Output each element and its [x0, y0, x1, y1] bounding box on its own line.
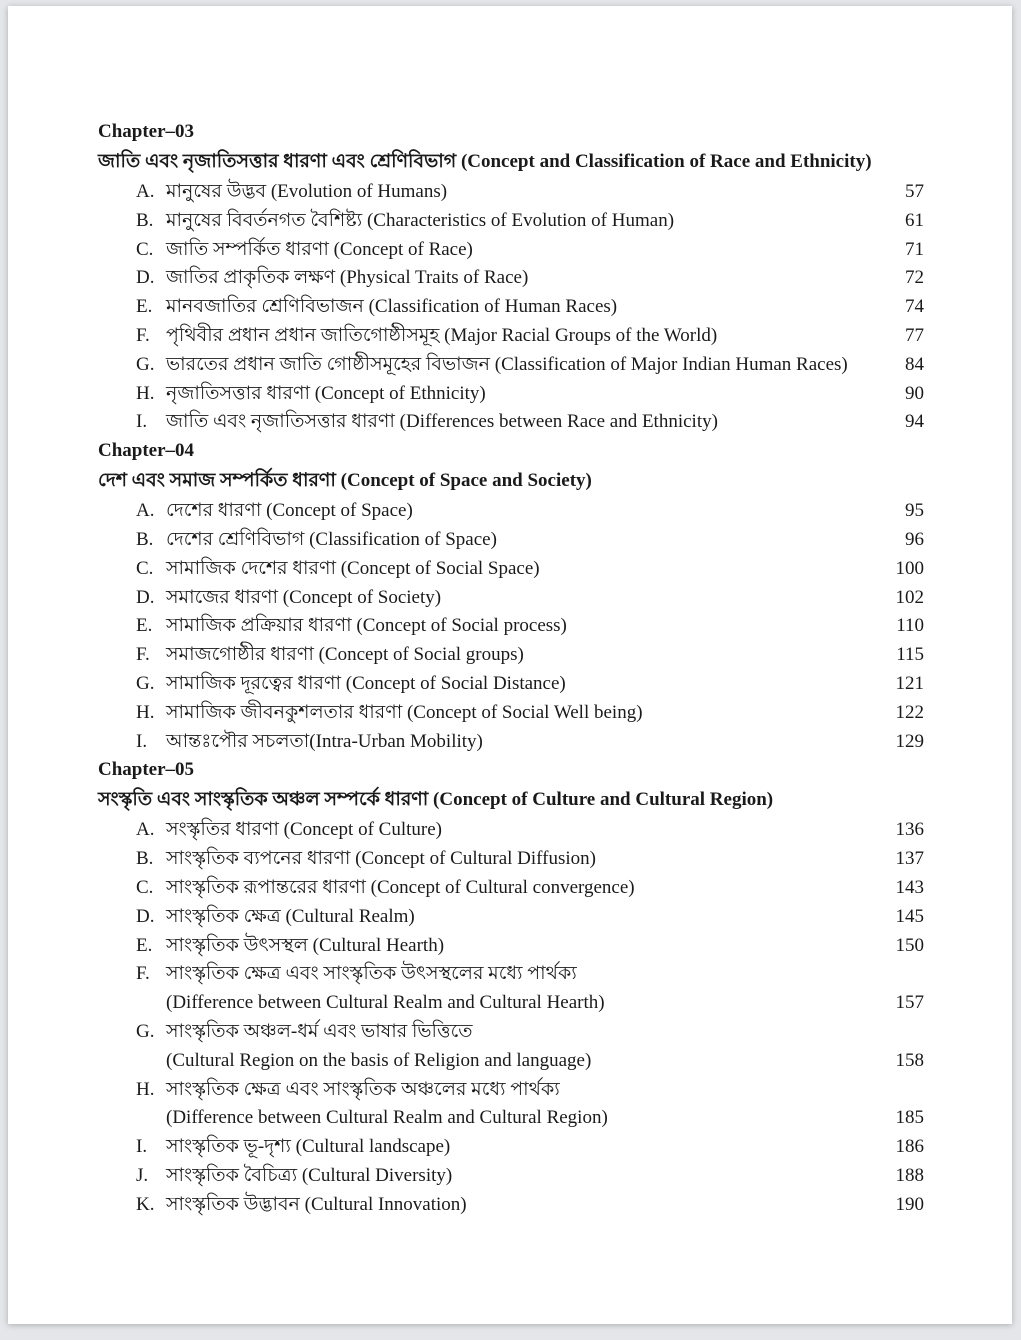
- entry-page-number: 77: [905, 324, 924, 346]
- entry-page-number: 150: [895, 934, 924, 956]
- entry-title: [166, 236, 854, 265]
- entry-letter: B.: [136, 209, 154, 231]
- entry-title: [166, 178, 854, 207]
- entry-title-line: সমাজগোষ্ঠীর ধারণা (Concept of Social groups): [166, 644, 524, 666]
- toc-entry: [98, 1191, 924, 1220]
- chapter-label: Chapter–05: [98, 759, 195, 781]
- entry-title: [166, 207, 854, 236]
- entry-title-line: (Difference between Cultural Realm and Cultural Hearth): [166, 992, 605, 1014]
- toc-entry: [98, 641, 924, 670]
- entry-title-line: মানুষের বিবর্তনগত বৈশিষ্ট্য (Characteristics of Evolution of Human): [166, 209, 675, 231]
- entry-title: [166, 322, 854, 351]
- entry-page-number: 94: [905, 411, 924, 433]
- toc-entry: [98, 670, 924, 699]
- entry-title: [166, 1076, 854, 1134]
- entry-letter: F.: [136, 644, 150, 666]
- entry-page-number: 74: [905, 296, 924, 318]
- entry-page-number: 185: [895, 1107, 924, 1129]
- toc-entry: [98, 845, 924, 874]
- entry-letter: E.: [136, 934, 153, 956]
- entry-letter: A.: [136, 500, 155, 522]
- entry-letter: A.: [136, 819, 155, 841]
- toc-entry: [98, 932, 924, 961]
- entry-letter: G.: [136, 1020, 155, 1042]
- entry-title-line: মানুষের উদ্ভব (Evolution of Humans): [166, 181, 448, 202]
- entry-title: [166, 1133, 854, 1162]
- toc-entry: [98, 264, 924, 293]
- entry-title: [166, 670, 854, 699]
- entry-letter: B.: [136, 528, 154, 550]
- entry-title-line: দেশের শ্রেণিবিভাগ (Classification of Space): [166, 528, 497, 550]
- entry-title: [166, 874, 854, 903]
- entry-letter: E.: [136, 296, 153, 318]
- toc-entry: [98, 874, 924, 903]
- toc-entry: [98, 728, 924, 757]
- entry-page-number: 72: [905, 267, 924, 289]
- entry-page-number: 157: [895, 992, 924, 1014]
- entry-page-number: 100: [895, 557, 924, 579]
- entry-title: [166, 1018, 854, 1076]
- entry-letter: F.: [136, 963, 150, 985]
- entry-title-line: সংস্কৃতির ধারণা (Concept of Culture): [166, 819, 442, 841]
- entry-title: [166, 408, 854, 437]
- entry-title: [166, 351, 854, 380]
- entry-title-line: সাংস্কৃতিক উৎসস্থল (Cultural Hearth): [166, 934, 445, 956]
- entry-title-line: জাতি এবং নৃজাতিসত্তার ধারণা (Differences between Race and Ethnicity): [166, 411, 718, 433]
- entry-title: [166, 641, 854, 670]
- table-of-contents: [98, 118, 924, 1220]
- entry-title-line: মানবজাতির শ্রেণিবিভাজন (Classification of Human Races): [166, 296, 618, 318]
- entry-title-line: সাংস্কৃতিক উদ্ভাবন (Cultural Innovation): [166, 1193, 467, 1215]
- toc-entry: [98, 612, 924, 641]
- entry-letter: G.: [136, 353, 155, 375]
- entry-title-line: ভারতের প্রধান জাতি গোষ্ঠীসমূহের বিভাজন (Classification of Major Indian Human Races): [166, 353, 848, 375]
- entry-letter: H.: [136, 382, 155, 404]
- entry-title: [166, 903, 854, 932]
- chapter-title: সংস্কৃতি এবং সাংস্কৃতিক অঞ্চল সম্পর্কে ধারণা (Concept of Culture and Cultural Region): [98, 789, 774, 811]
- entry-letter: I.: [136, 411, 148, 433]
- entry-page-number: 96: [905, 528, 924, 550]
- entry-letter: C.: [136, 876, 154, 898]
- entry-page-number: 188: [895, 1164, 924, 1186]
- entry-title-line: জাতির প্রাকৃতিক লক্ষণ (Physical Traits of Race): [166, 267, 529, 289]
- toc-entry: [98, 236, 924, 265]
- entry-letter: B.: [136, 848, 154, 870]
- entry-title-line: সাংস্কৃতিক রূপান্তরের ধারণা (Concept of Cultural convergence): [166, 876, 635, 898]
- entry-title: [166, 526, 854, 555]
- toc-entry: [98, 497, 924, 526]
- entry-title-line: সাংস্কৃতিক ক্ষেত্র (Cultural Realm): [166, 905, 415, 927]
- entry-page-number: 121: [895, 672, 924, 694]
- entry-title: [166, 264, 854, 293]
- toc-entry: [98, 903, 924, 932]
- entry-letter: C.: [136, 557, 154, 579]
- entry-title: [166, 728, 854, 757]
- toc-entry: [98, 526, 924, 555]
- entry-page-number: 110: [896, 615, 924, 637]
- entry-title-line: সাংস্কৃতিক বৈচিত্র্য (Cultural Diversity): [166, 1164, 453, 1186]
- toc-entry: [98, 178, 924, 207]
- entry-title-line: সামাজিক প্রক্রিয়ার ধারণা (Concept of Social process): [166, 615, 567, 637]
- entry-title-line: পৃথিবীর প্রধান প্রধান জাতিগোষ্ঠীসমূহ (Major Racial Groups of the World): [166, 324, 718, 346]
- toc-entry: [98, 408, 924, 437]
- entry-page-number: 71: [905, 238, 924, 260]
- entry-title: [166, 555, 854, 584]
- entry-title-line: দেশের ধারণা (Concept of Space): [166, 500, 413, 522]
- entry-page-number: 115: [896, 644, 924, 666]
- entry-page-number: 186: [895, 1136, 924, 1158]
- entry-title-line: সাংস্কৃতিক ক্ষেত্র এবং সাংস্কৃতিক উৎসস্থলের মধ্যে পার্থক্য: [166, 963, 577, 985]
- entry-title-line: সামাজিক দেশের ধারণা (Concept of Social Space): [166, 557, 540, 579]
- entry-page-number: 129: [895, 730, 924, 752]
- entry-letter: D.: [136, 586, 155, 608]
- entry-letter: D.: [136, 267, 155, 289]
- entry-letter: K.: [136, 1193, 155, 1215]
- entry-title: [166, 816, 854, 845]
- document-page: [8, 6, 1012, 1324]
- entry-title-line: সাংস্কৃতিক ভূ-দৃশ্য (Cultural landscape): [166, 1136, 451, 1158]
- entry-page-number: 145: [895, 905, 924, 927]
- toc-entry: [98, 293, 924, 322]
- entry-letter: C.: [136, 238, 154, 260]
- toc-entry: [98, 207, 924, 236]
- entry-title: [166, 845, 854, 874]
- entry-letter: H.: [136, 701, 155, 723]
- entry-page-number: 122: [895, 701, 924, 723]
- entry-page-number: 57: [905, 181, 924, 202]
- entry-title: [166, 1162, 854, 1191]
- entry-title-line: সামাজিক দূরত্বের ধারণা (Concept of Social Distance): [166, 672, 566, 694]
- entry-letter: G.: [136, 672, 155, 694]
- entry-title-line: সাংস্কৃতিক অঞ্চল-ধর্ম এবং ভাষার ভিত্তিতে: [166, 1020, 473, 1042]
- entry-title: [166, 612, 854, 641]
- entry-title-line: (Difference between Cultural Realm and Cultural Region): [166, 1107, 608, 1129]
- toc-entry: [98, 816, 924, 845]
- toc-entry: [98, 699, 924, 728]
- entry-page-number: 137: [895, 848, 924, 870]
- entry-title: [166, 1191, 854, 1220]
- toc-entry: [98, 351, 924, 380]
- toc-entry: [98, 1018, 924, 1076]
- entry-letter: I.: [136, 1136, 148, 1158]
- entry-title-line: নৃজাতিসত্তার ধারণা (Concept of Ethnicity): [166, 382, 486, 404]
- toc-entry: [98, 960, 924, 1018]
- entry-title: [166, 497, 854, 526]
- toc-entry: [98, 1162, 924, 1191]
- entry-title: [166, 960, 854, 1018]
- entry-title-line: সাংস্কৃতিক ব্যপনের ধারণা (Concept of Cultural Diffusion): [166, 848, 596, 870]
- entry-letter: J.: [136, 1164, 149, 1186]
- toc-entry: [98, 584, 924, 613]
- entry-page-number: 84: [905, 353, 924, 375]
- entry-letter: H.: [136, 1078, 155, 1100]
- entry-title-line: আন্তঃপৌর সচলতা(Intra-Urban Mobility): [166, 730, 483, 752]
- entry-title-line: (Cultural Region on the basis of Religion and language): [166, 1049, 592, 1071]
- entry-page-number: 61: [905, 209, 924, 231]
- entry-letter: I.: [136, 730, 148, 752]
- entry-title: [166, 584, 854, 613]
- chapter-title: জাতি এবং নৃজাতিসত্তার ধারণা এবং শ্রেণিবিভাগ (Concept and Classification of Race and Ethnicity): [98, 151, 872, 172]
- entry-title-line: সমাজের ধারণা (Concept of Society): [166, 586, 442, 608]
- entry-letter: A.: [136, 181, 155, 202]
- chapter-label: Chapter–04: [98, 440, 195, 462]
- entry-letter: D.: [136, 905, 155, 927]
- entry-letter: E.: [136, 615, 153, 637]
- entry-page-number: 158: [895, 1049, 924, 1071]
- entry-title: [166, 932, 854, 961]
- entry-title: [166, 293, 854, 322]
- toc-entry: [98, 380, 924, 409]
- entry-page-number: 102: [895, 586, 924, 608]
- entry-page-number: 143: [895, 876, 924, 898]
- entry-page-number: 136: [895, 819, 924, 841]
- entry-title-line: সামাজিক জীবনকুশলতার ধারণা (Concept of Social Well being): [166, 701, 643, 723]
- chapter-label: Chapter–03: [98, 121, 195, 142]
- entry-page-number: 190: [895, 1193, 924, 1215]
- entry-title-line: জাতি সম্পর্কিত ধারণা (Concept of Race): [166, 238, 473, 260]
- entry-page-number: 95: [905, 500, 924, 522]
- entry-page-number: 90: [905, 382, 924, 404]
- entry-title: [166, 380, 854, 409]
- toc-entry: [98, 322, 924, 351]
- entry-letter: F.: [136, 324, 150, 346]
- toc-entry: [98, 1133, 924, 1162]
- entry-title-line: সাংস্কৃতিক ক্ষেত্র এবং সাংস্কৃতিক অঞ্চলের মধ্যে পার্থক্য: [166, 1078, 560, 1100]
- chapter-title: দেশ এবং সমাজ সম্পর্কিত ধারণা (Concept of Space and Society): [98, 470, 592, 492]
- entry-title: [166, 699, 854, 728]
- toc-entry: [98, 555, 924, 584]
- toc-entry: [98, 1076, 924, 1134]
